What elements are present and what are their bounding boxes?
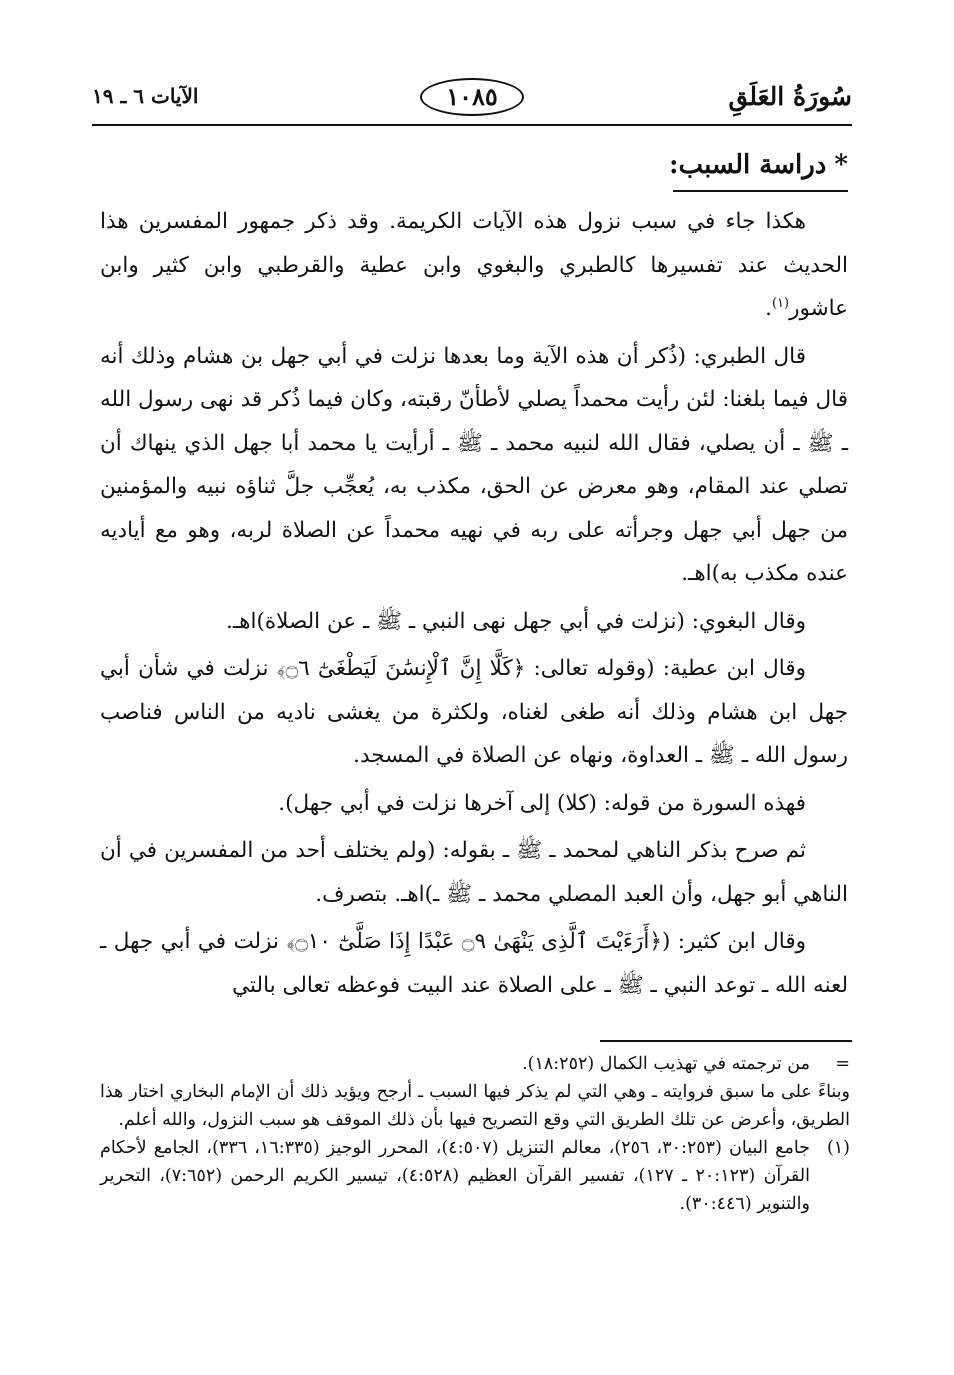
paragraph-3: وقال البغوي: (نزلت في أبي جهل نهى النبي ـ ﷺ ـ عن الصلاة)اهـ. [226,608,806,634]
paragraph-6: ثم صرح بذكر الناهي لمحمد ـ ﷺ ـ بقوله: (ولم يختلف أحد من المفسرين في أن الناهي أبو جهل، وأن العبد المصلي محمد ـ ﷺ ـ)اهـ. بتصرف. [100,838,848,907]
footnote-1 [100,1134,850,1218]
paragraph-4: وقال ابن عطية: (وقوله تعالى: ﴿كَلَّا إِنَّ ٱلْإِنسَٰنَ لَيَطْغَىٰٓ ۝٦﴾ نزلت في شأن أبي جهل ابن هشام وذلك أنه طغى لغناه، ولكثرة من يغشى ناديه من الناس فناصب رسول الله ـ ﷺ ـ العداوة، ونهاه عن الصلاة في المسجد. [100,656,848,768]
section-heading [669,150,848,180]
paragraph-1-text: هكذا جاء في سبب نزول هذه الآيات الكريمة. وقد ذكر جمهور المفسرين هذا الحديث عند تفسيرها كالطبري والبغوي وابن عطية والقرطبي وابن كثير وابن عاشور [100,209,848,321]
paragraph-1-end: . [765,296,772,321]
footnotes [100,1050,850,1218]
paragraph-7: وقال ابن كثير: (﴿أَرَءَيْتَ ٱلَّذِى يَنْهَىٰ ۝٩ عَبْدًا إِذَا صَلَّىٰٓ ۝١٠﴾ نزلت في أبي جهل ـ لعنه الله ـ توعد النبي ـ ﷺ ـ على الصلاة عند البيت فوعظه تعالى بالتي [100,929,848,998]
paragraph-2: قال الطبري: (ذُكر أن هذه الآية وما بعدها نزلت في أبي جهل بن هشام وذلك أنه قال فيما بلغنا: لئن رأيت محمداً يصلي لأطأنّ رقبته، وكان فيما ذُكر قد نهى رسول الله ـ ﷺ ـ أن يصلي، فقال الله لنبيه محمد ـ ﷺ ـ أرأيت يا محمد أبا جهل الذي ينهاك أن تصلي عند المقام، وهو معرض عن الحق، مكذب به، يُعجِّب جلَّ ثناؤه نبيه والمؤمنين من جهل أبي جهل وجرأته على ربه في نهيه محمداً عن الصلاة لربه، وهو مع أياديه عنده مكذب به)اهـ. [100,343,848,586]
section-heading-text: دراسة السبب: [668,150,827,180]
verses-range-label: الآيات ٦ ـ ١٩ [92,84,199,108]
star-bullet-icon: * [834,150,848,180]
surah-title: سُورَةُ العَلَقِ [728,82,852,111]
footnote-divider [600,1040,852,1042]
footnote-continuation [100,1050,850,1078]
paragraph-1 [100,200,848,331]
footnote-1-text: جامع البيان (٣٠:٢٥٣، ٢٥٦)، معالم التنزيل (٤:٥٠٧)، المحرر الوجيز (١٦:٣٣٥، ٣٣٦)، الجامع لأحكام القرآن (٢٠:١٢٣ ـ ١٢٧)، تفسير القرآن العظيم (٤:٥٢٨)، تيسير الكريم الرحمن (٧:٦٥٢)، التحرير والتنوير (٣٠:٤٤٦). [100,1138,810,1214]
page-header [92,78,852,122]
page-number-badge: ١٠٨٥ [420,78,524,116]
main-text [100,200,848,1007]
footnote-ref-1[interactable]: (١) [771,295,790,311]
heading-underline [673,190,848,192]
paragraph-5: فهذه السورة من قوله: (كلا) إلى آخرها نزلت في أبي جهل). [278,790,806,816]
header-divider [92,124,852,126]
continuation-line-2: وبناءً على ما سبق فروايته ـ وهي التي لم يذكر فيها السبب ـ أرجح ويؤيد ذلك أن الإمام البخاري اختار هذا الطريق، وأعرض عن تلك الطريق التي وقع التصريح فيها بأن ذلك الموقف هو سبب النزول، والله أعلم. [100,1082,850,1130]
footnote-1-mark: (١) [826,1138,850,1158]
continuation-mark: = [835,1054,850,1074]
continuation-line-1: من ترجمته في تهذيب الكمال (١٨:٢٥٢). [522,1054,810,1074]
